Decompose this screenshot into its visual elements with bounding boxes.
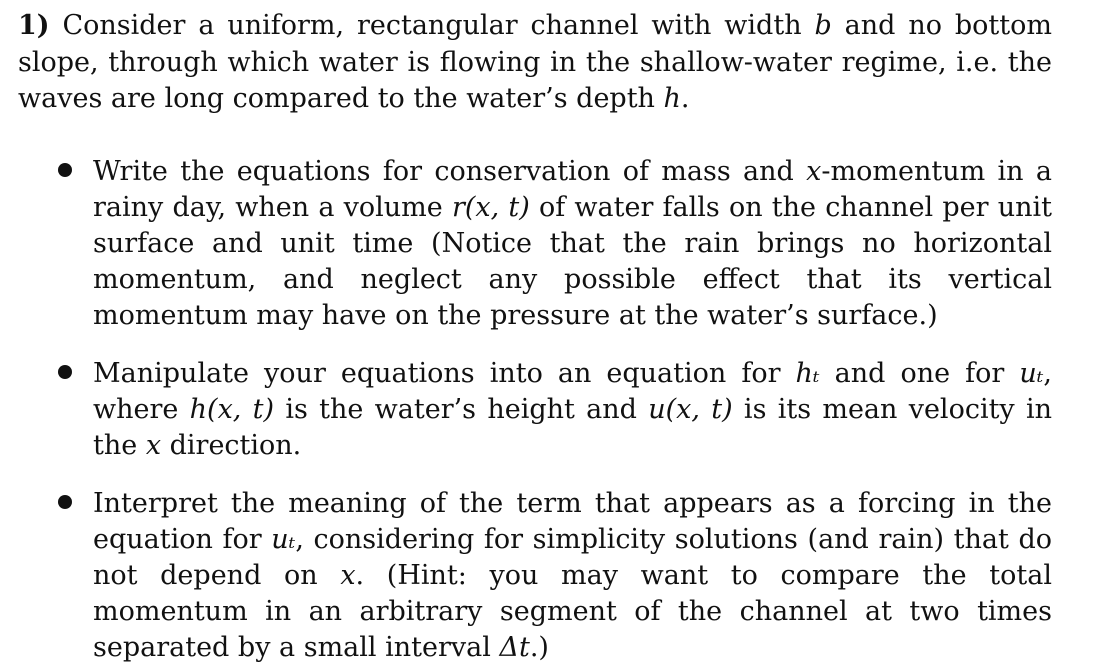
task2-text-4: is the water’s height and — [274, 393, 649, 425]
task2-math-h: h(x, t) — [189, 393, 275, 425]
task3-math-ut: uₜ — [271, 523, 296, 555]
task1-math-x: x — [806, 155, 822, 187]
bullet-dot-icon — [58, 365, 72, 379]
task2-math-u: u(x, t) — [648, 393, 733, 425]
problem-sheet — [18, 8, 1052, 666]
task3-math-x: x — [340, 559, 356, 591]
task3-math-dt: Δt — [499, 631, 530, 663]
task-item-conservation — [18, 154, 1052, 334]
task2-text-6: direction. — [161, 429, 302, 461]
task2-text-1: Manipulate your equations into an equation for — [93, 357, 796, 389]
task1-text-3: of water falls on the channel per unit surface and unit time (Notice that the rain brings no horizontal momentum, and neglect any possible effect that its vertical momentum may have on the pressure at the water’s surface.) — [93, 191, 1053, 331]
task3-text-1: Interpret the meaning of the term that appears as a forcing in the equation for — [93, 487, 1052, 555]
problem-intro — [18, 8, 1052, 118]
task-item-interpret — [18, 486, 1052, 666]
task2-math-ht: hₜ — [795, 357, 820, 389]
task3-text-2: , considering for simplicity solutions (and rain) that do not depend on — [93, 523, 1052, 591]
task-list — [18, 154, 1052, 666]
intro-math-depth: h — [663, 83, 681, 114]
intro-math-width: b — [814, 10, 832, 41]
task1-text-2: -momentum in a rainy day, when a volume — [93, 155, 1052, 223]
intro-text-2: and no bottom slope, through which water is flowing in the shallow-water regime, i.e. the waves are long compared to the water’s depth — [18, 10, 1052, 114]
bullet-dot-icon — [58, 163, 72, 177]
task1-math-rain: r(x, t) — [451, 191, 530, 223]
intro-text-3: . — [680, 83, 690, 114]
task1-text-1: Write the equations for conservation of mass and — [93, 155, 807, 187]
task2-text-3: , where — [93, 357, 1052, 425]
task2-math-x: x — [145, 429, 162, 461]
task3-text-3: . (Hint: you may want to compare the total momentum in an arbitrary segment of the channel at two times separated by a small interval — [93, 559, 1052, 663]
problem-number: 1) — [18, 10, 50, 41]
task2-text-5: is its mean velocity in the — [93, 393, 1053, 461]
task-item-manipulate — [18, 356, 1052, 464]
task3-text-4: .) — [529, 631, 549, 663]
bullet-dot-icon — [58, 495, 72, 509]
intro-text-1: Consider a uniform, rectangular channel with width — [62, 10, 815, 41]
task2-text-2: and one for — [819, 357, 1020, 389]
task2-math-ut: uₜ — [1019, 357, 1044, 389]
